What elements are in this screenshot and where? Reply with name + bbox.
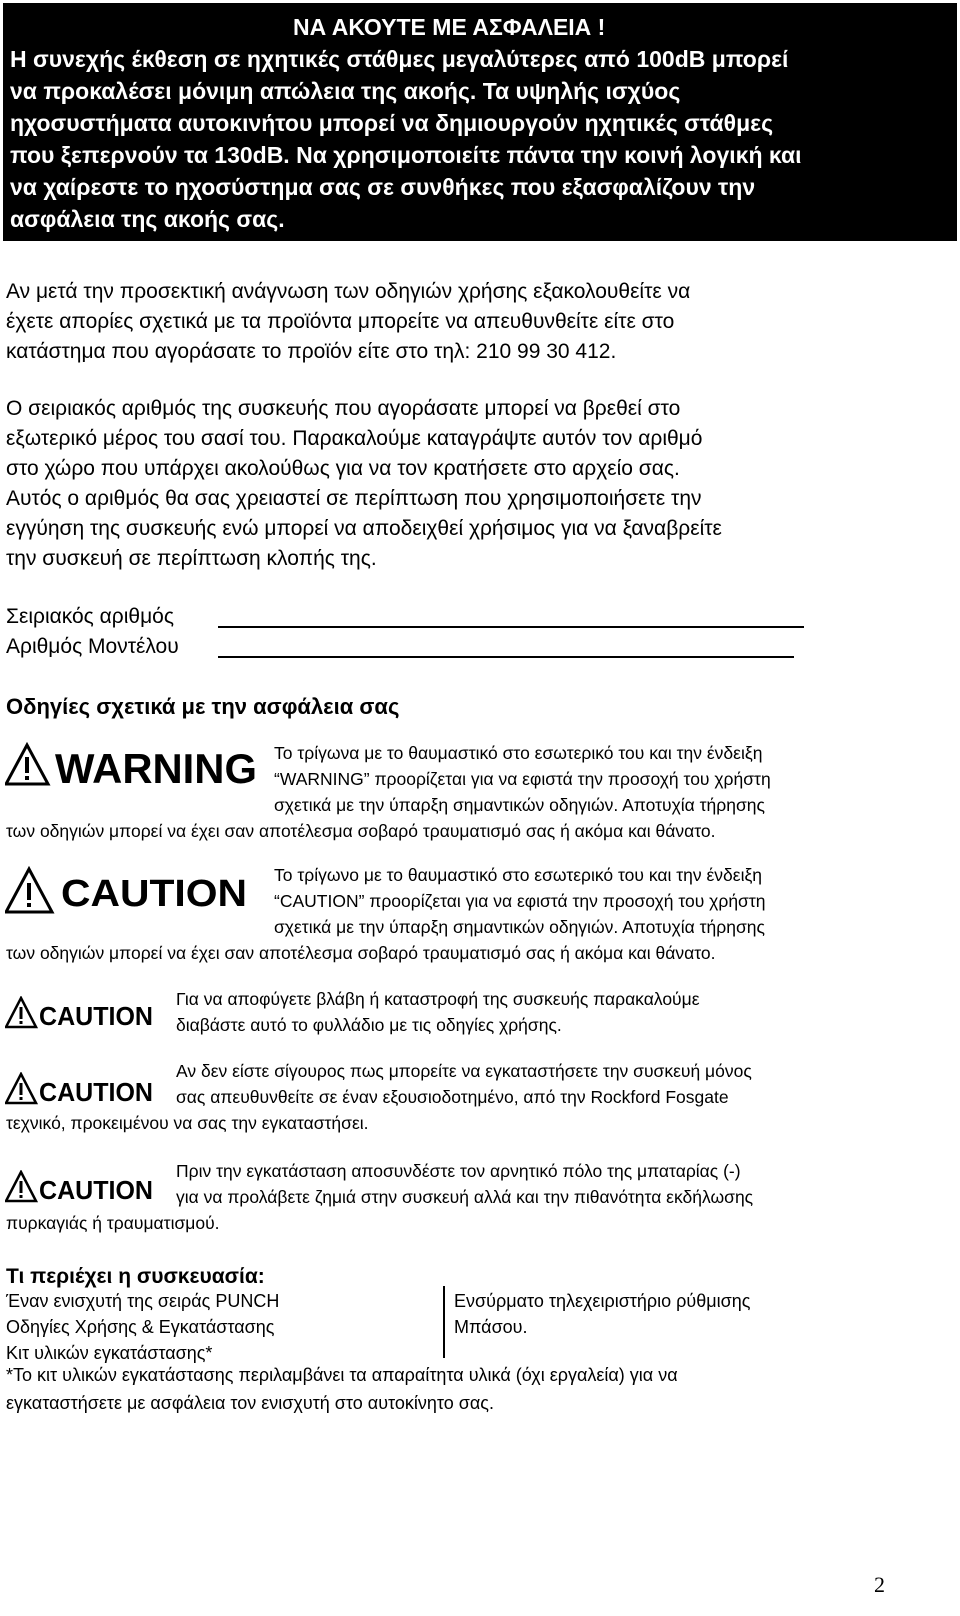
warning-logo — [5, 742, 260, 788]
note-line: διαβάστε αυτό το φυλλάδιο με τις οδηγίες χρήσης. — [176, 1015, 562, 1035]
description-line: των οδηγιών μπορεί να έχει σαν αποτέλεσμα σοβαρό τραυματισμό σας ή ακόμα και θάνατο. — [6, 943, 716, 963]
serial-number-field[interactable] — [218, 626, 804, 628]
notice-line: ασφάλεια της ακοής σας. — [10, 206, 285, 232]
caution-logo — [5, 866, 250, 916]
caution-word: CAUTION — [39, 1175, 153, 1204]
note-line: τεχνικό, προκειμένου να σας την εγκαταστήσει. — [6, 1113, 369, 1133]
description-line: “WARNING” προορίζεται για να εφιστά την προσοχή του χρήστη — [274, 769, 771, 789]
description-line: Το τρίγωνα με το θαυμαστικό στο εσωτερικό του και την ένδειξη — [274, 743, 763, 763]
package-heading: Τι περιέχει η συσκευασία: — [6, 1265, 265, 1288]
notice-line: να προκαλέσει μόνιμη απώλεια της ακοής. Τα υψηλής ισχύος — [10, 78, 681, 104]
list-item: Ενσύρματο τηλεχειριστήριο ρύθμισης — [454, 1291, 751, 1311]
notice-line: να χαίρεστε το ηχοσύστημα σας σε συνθήκες που εξασφαλίζουν την — [10, 174, 756, 200]
footnote-line: *Το κιτ υλικών εγκατάστασης περιλαμβάνει τα απαραίτητα υλικά (όχι εργαλεία) για να — [6, 1365, 678, 1385]
paragraph-line: Αυτός ο αριθμός θα σας χρειαστεί σε περίπτωση που χρησιμοποιήσετε την — [6, 487, 702, 510]
exclamation-mark-icon — [27, 883, 31, 900]
safety-heading: Οδηγίες σχετικά με την ασφάλεια σας — [6, 694, 400, 719]
model-number-label: Αριθμός Μοντέλου — [6, 635, 179, 658]
paragraph-line: Αν μετά την προσεκτική ανάγνωση των οδηγιών χρήσης εξακολουθείτε να — [6, 280, 691, 303]
notice-line: που ξεπερνούν τα 130dB. Να χρησιμοποιείτε πάντα την κοινή λογική και — [10, 142, 802, 168]
model-number-field[interactable] — [218, 656, 794, 658]
warning-word: WARNING — [55, 745, 257, 788]
hearing-safety-notice — [3, 3, 957, 241]
note-line: πυρκαγιάς ή τραυματισμού. — [6, 1213, 220, 1233]
caution-word: CAUTION — [39, 1077, 153, 1106]
list-item: Κιτ υλικών εγκατάστασης* — [6, 1343, 213, 1363]
exclamation-mark-icon — [20, 1007, 23, 1019]
description-line: σχετικά με την ύπαρξη σημαντικών οδηγιών. Αποτυχία τήρησης — [274, 917, 765, 937]
description-line: Το τρίγωνο με το θαυμαστικό στο εσωτερικό του και την ένδειξη — [274, 865, 763, 885]
paragraph-line: την συσκευή σε περίπτωση κλοπής της. — [6, 547, 377, 570]
paragraph-line: Ο σειριακός αριθμός της συσκευής που αγοράσατε μπορεί να βρεθεί στο — [6, 397, 681, 420]
notice-title: ΝΑ ΑΚΟΥΤΕ ΜΕ ΑΣΦΑΛΕΙΑ ! — [293, 14, 606, 40]
paragraph-line: εγγύηση της συσκευής ενώ μπορεί να αποδειχθεί χρήσιμος για να ξαναβρείτε — [6, 517, 722, 540]
exclamation-mark-icon — [20, 1181, 23, 1193]
notice-line: Η συνεχής έκθεση σε ηχητικές στάθμες μεγαλύτερες από 100dB μπορεί — [10, 46, 789, 72]
column-divider — [443, 1286, 445, 1358]
serial-number-label: Σειριακός αριθμός — [6, 605, 174, 628]
caution-word: CAUTION — [61, 873, 247, 915]
exclamation-mark-icon — [20, 1083, 23, 1095]
list-item: Οδηγίες Χρήσης & Εγκατάστασης — [6, 1317, 275, 1337]
caution-logo-small — [5, 996, 155, 1030]
note-line: σας απευθυνθείτε σε έναν εξουσιοδοτημένο, από την Rockford Fosgate — [176, 1087, 729, 1107]
description-line: σχετικά με την ύπαρξη σημαντικών οδηγιών. Αποτυχία τήρησης — [274, 795, 765, 815]
caution-word: CAUTION — [39, 1001, 153, 1030]
list-item: Μπάσου. — [454, 1317, 528, 1337]
note-line: Πριν την εγκατάσταση αποσυνδέστε τον αρνητικό πόλο της μπαταρίας (-) — [176, 1161, 741, 1181]
paragraph-line: στο χώρο που υπάρχει ακολούθως για να τον κρατήσετε στο αρχείο σας. — [6, 457, 680, 480]
note-line: Για να αποφύγετε βλάβη ή καταστροφή της συσκευής παρακαλούμε — [176, 989, 700, 1009]
description-line: των οδηγιών μπορεί να έχει σαν αποτέλεσμα σοβαρό τραυματισμό σας ή ακόμα και θάνατο. — [6, 821, 716, 841]
page-number: 2 — [874, 1572, 885, 1597]
description-line: “CAUTION” προορίζεται για να εφιστά την προσοχή του χρήστη — [274, 891, 766, 911]
caution-logo-small — [5, 1170, 155, 1204]
note-line: Αν δεν είστε σίγουρος πως μπορείτε να εγκαταστήσετε την συσκευή μόνος — [176, 1061, 752, 1081]
list-item: Έναν ενισχυτή της σειράς PUNCH — [6, 1291, 280, 1311]
paragraph-line: έχετε απορίες σχετικά με τα προϊόντα μπορείτε να απευθυνθείτε είτε στο — [6, 310, 675, 333]
note-line: για να προλάβετε ζημιά στην συσκευή αλλά και την πιθανότητα εκδήλωσης — [176, 1187, 754, 1207]
exclamation-mark-icon — [25, 757, 29, 773]
caution-logo-small — [5, 1072, 155, 1106]
notice-line: ηχοσυστήματα αυτοκινήτου μπορεί να δημιουργούν ηχητικές στάθμες — [10, 110, 774, 136]
paragraph-line: κατάστημα που αγοράσατε το προϊόν είτε στο τηλ: 210 99 30 412. — [6, 340, 617, 363]
paragraph-line: εξωτερικό μέρος του σασί του. Παρακαλούμε καταγράψτε αυτόν τον αριθμό — [6, 427, 703, 450]
footnote-line: εγκαταστήσετε με ασφάλεια τον ενισχυτή στο αυτοκίνητο σας. — [6, 1393, 494, 1413]
